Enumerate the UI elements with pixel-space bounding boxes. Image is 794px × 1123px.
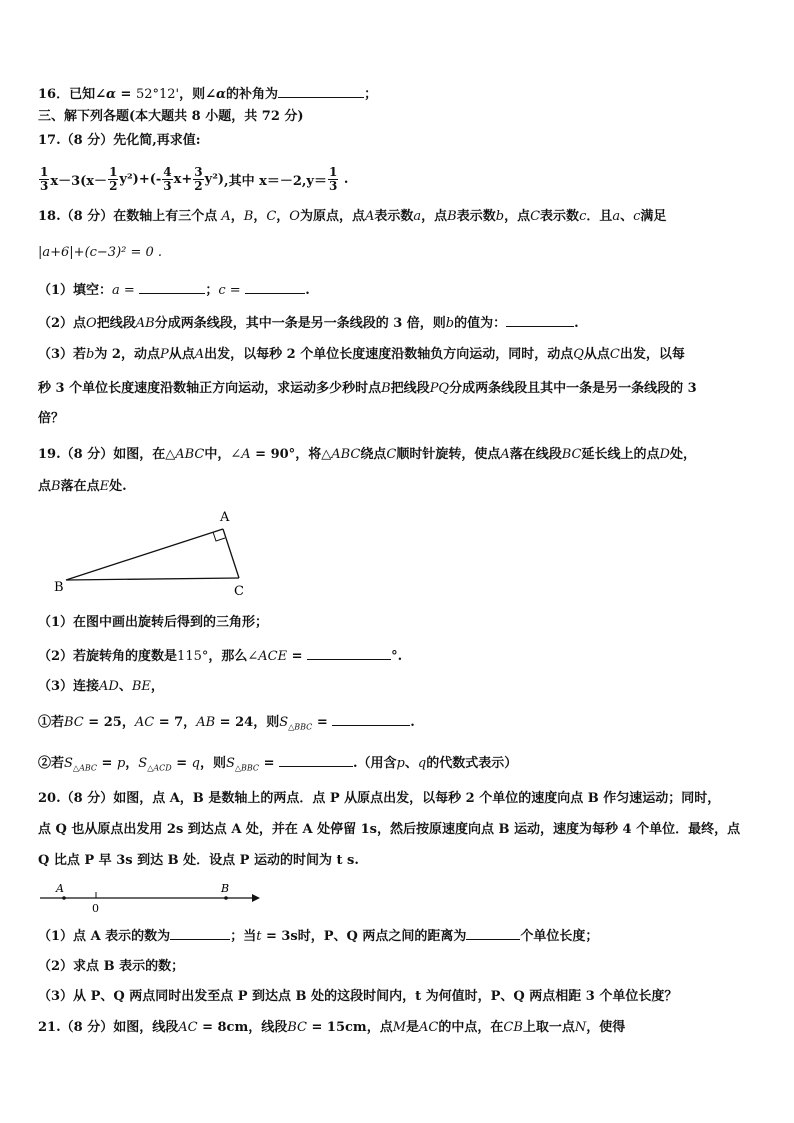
q21-line1: 21.（8 分）如图，线段AC = 8cm，线段BC = 15cm，点M是AC的中点，在CB上取一点N，使得 (38, 1020, 626, 1035)
label-B: B (54, 580, 64, 595)
q19-sub1: ①若BC = 25，AC = 7，AB = 24，则$S_{\triangle BBC}$ = . (38, 712, 758, 737)
label-B: B (221, 882, 230, 895)
answer-blank (278, 84, 364, 98)
q19-part2: （2）若旋转角的度数是115°，那么∠ACE = °. (38, 646, 758, 666)
q19-line2: 点B落在点E处. (38, 479, 127, 494)
q20-part1: （1）点 A 表示的数为 ；当t = 3s时，P、Q 两点之间的距离为 个单位长度； (38, 926, 758, 946)
label-C: C (234, 584, 244, 599)
q20-part2: （2）求点 B 表示的数； (38, 959, 185, 974)
q20-line2: 点 Q 也从原点出发用 2s 到达点 A 处，并在 A 处停留 1s，然后按原速度向点 B 运动，速度为每秒 4 个单位．最终，点 (38, 822, 741, 837)
section-title: 三、解下列各题(本大题共 8 小题，共 72 分) (38, 109, 304, 124)
q18-line1: 18.（8 分）在数轴上有三个点 A，B，C，O为原点，点A表示数a，点B表示数b，点C表示数c．且a、c满足 (38, 209, 667, 224)
q18-part3-l2: 秒 3 个单位长度速度沿数轴正方向运动，求运动多少秒时点B把线段PQ分成两条线段且其中一条是另一条线段的 3 (38, 381, 697, 396)
q18-part3-l1: （3）若b为 2，动点P从点A出发，以每秒 2 个单位长度速度沿数轴负方向运动，同时，动点Q从点C出发，以每 (38, 347, 685, 362)
q18-equation: |a+6|+(c−3)² = 0 . (38, 245, 163, 260)
q20-part3: （3）从 P、Q 两点同时出发至点 P 到达点 B 处的这段时间内，t 为何值时，P、Q 两点相距 3 个单位长度？ (38, 989, 678, 1004)
label-A: A (56, 882, 64, 895)
q19-part1: （1）在图中画出旋转后得到的三角形； (38, 615, 269, 630)
q16-line: 16．已知∠α = 52°12'，则∠α的补角为 ； (38, 84, 758, 104)
q19-part3: （3）连接AD、BE， (38, 679, 164, 694)
q20-line3: Q 比点 P 早 3s 到达 B 处．设点 P 运动的时间为 t s. (38, 853, 359, 868)
triangle-figure (50, 506, 270, 602)
q20-line1: 20.（8 分）如图，点 A，B 是数轴上的两点．点 P 从原点出发，以每秒 2 个单位的速度向点 B 作匀速运动；同时， (38, 791, 721, 806)
q18-part3-l3: 倍？ (38, 411, 65, 426)
q17-head: 17.（8 分）先化简,再求值: (38, 133, 201, 148)
q19-line1: 19.（8 分）如图，在△ABC中，∠A = 90°，将△ABC绕点C顺时针旋转，使点A落在线段BC延长线上的点D处， (38, 447, 696, 462)
label-O: 0 (92, 902, 99, 914)
number-line-figure (36, 880, 266, 914)
q17-expression: $\frac{1}{3}$ x－3(x－ $\frac{1}{2}$ y²)+(- $\frac{4}{3}$ x+ $\frac{3}{2}$ y²) ,其中 x＝－2,y＝ $\frac{1}{3}$ . (40, 164, 349, 193)
q18-part2: （2）点O把线段AB分成两条线段，其中一条是另一条线段的 3 倍，则b的值为： . (38, 313, 758, 333)
q19-sub2: ②若$S_{\triangle ABC} = p$，$S_{\triangle ACD} = q$，则$S_{\triangle BBC}$ = .（用含p、q的代数式表示） (38, 753, 758, 778)
q18-part1: （1）填空：a = ；c = . (38, 280, 758, 300)
label-A: A (220, 510, 230, 525)
